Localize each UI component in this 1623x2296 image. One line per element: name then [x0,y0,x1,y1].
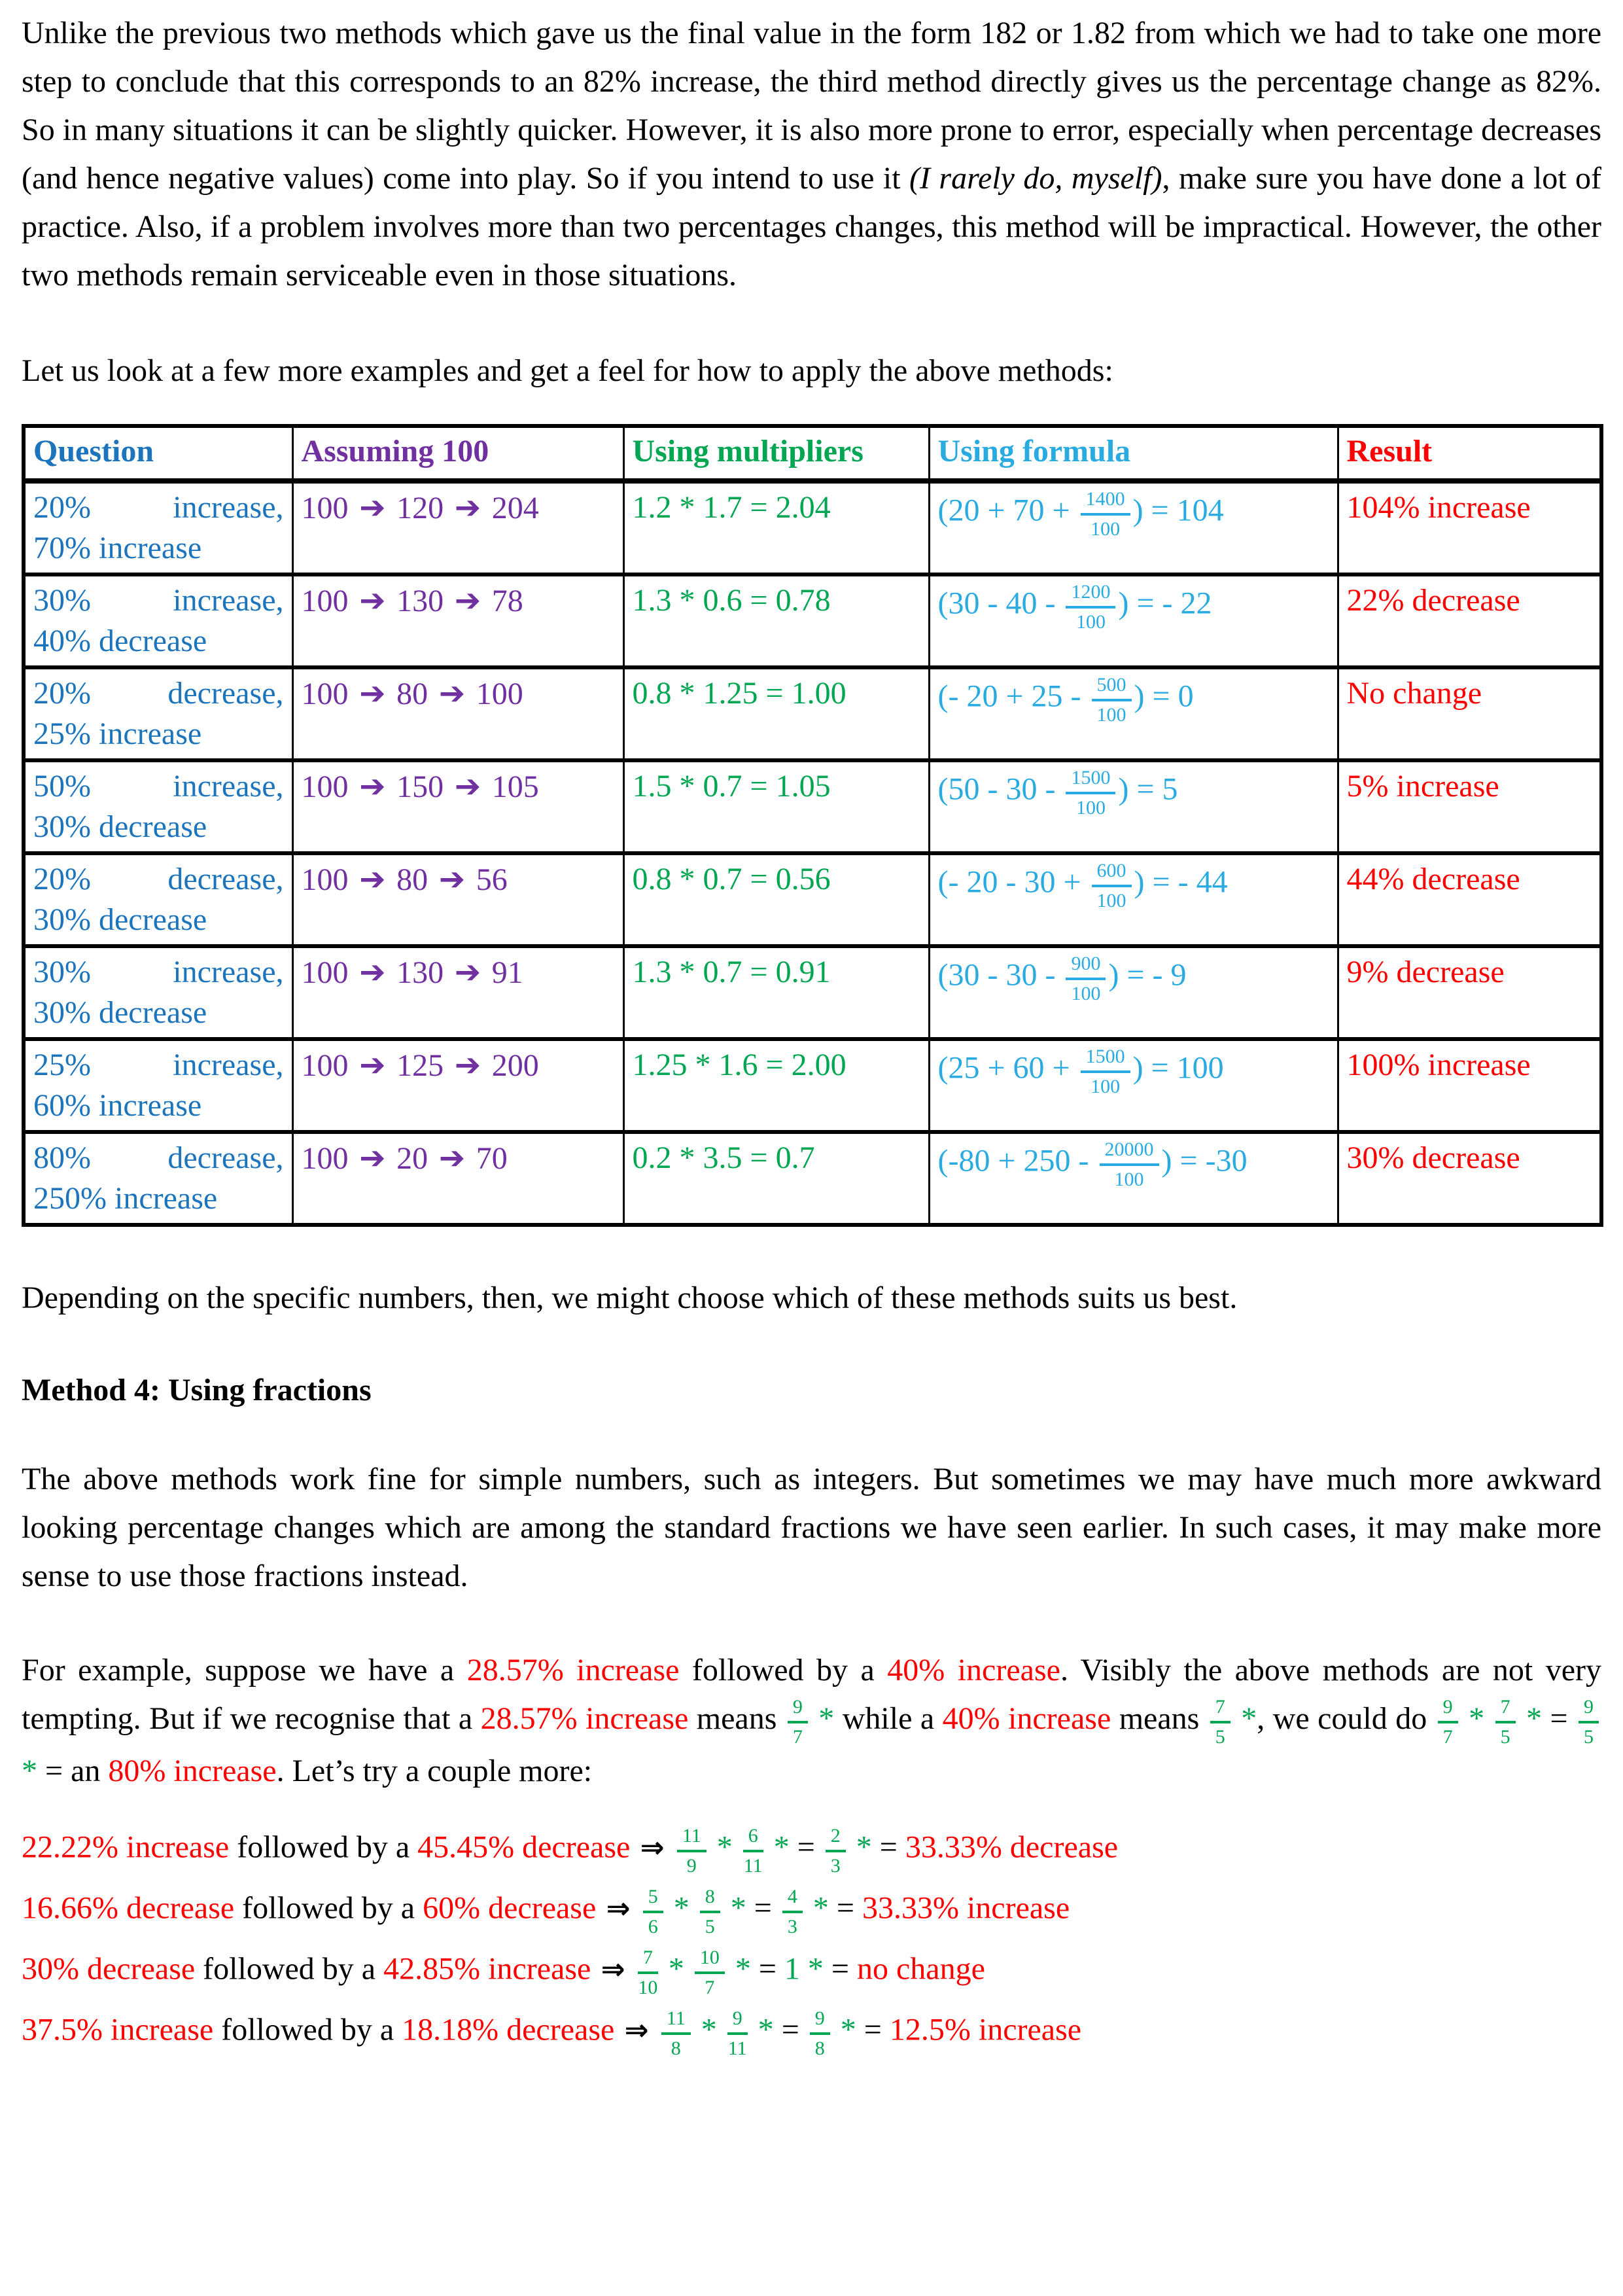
text-run: 60% decrease [423,1891,597,1926]
assuming-value: 100 [301,955,349,990]
fraction-denominator: 11 [743,1854,763,1877]
example-line-2 [22,1885,1601,1937]
example-line-4 [22,2007,1601,2058]
question-line2: 30% decrease [33,809,207,844]
fraction-denominator: 6 [648,1915,658,1937]
text-run: = [797,1830,823,1865]
step-arrow-icon: ➔ [348,954,397,991]
step-arrow-icon: ➔ [348,1140,397,1176]
fraction-denominator: 5 [1215,1725,1225,1748]
text-run: (I rarely do, myself) [909,161,1162,196]
fraction [1092,859,1132,911]
assuming-value: 100 [301,677,349,711]
assuming-cell [292,667,623,760]
fraction-numerator: 7 [638,1946,658,1974]
text-run: followed by a [195,1952,384,1987]
formula-cell [929,760,1338,853]
fraction-denominator: 3 [830,1854,841,1877]
text-run: * [660,1952,692,1987]
assuming-value: 91 [491,955,523,990]
result-cell: 22% decrease [1338,574,1601,667]
step-arrow-icon: ➔ [348,489,397,526]
formula-cell [929,1039,1338,1132]
text-run: 33.33% increase [862,1891,1070,1926]
text-run: * [848,1830,880,1865]
fraction-numerator: 9 [1438,1695,1458,1723]
fraction-numerator: 4 [782,1885,803,1913]
assuming-value: 80 [396,862,428,897]
question-line2: 30% decrease [33,995,207,1030]
text-run: * [832,2013,864,2047]
text-run: 28.57% increase [466,1653,680,1687]
text-run: 33.33% decrease [905,1830,1119,1865]
text-run: ) = 100 [1132,1050,1224,1086]
text-run: . Visibly the above methods are not very tempting. But if we recognise that a [22,1653,1602,1736]
step-arrow-icon: ➔ [428,861,476,898]
text-run: (25 + 60 + [937,1050,1078,1086]
column-header-multipliers: Using multipliers [623,426,929,481]
question-cell [24,853,292,946]
fraction-numerator: 7 [1210,1695,1230,1723]
text-run: followed by a [234,1891,423,1926]
fraction [677,1824,707,1876]
text-run: (30 - 40 - [937,586,1064,621]
text-run: followed by a [213,2013,402,2047]
text-run: = [781,2013,807,2047]
fraction-denominator: 100 [1075,610,1106,633]
fraction [1081,1045,1130,1097]
text-run: ) = -30 [1161,1143,1248,1178]
multipliers-cell: 1.3 * 0.6 = 0.78 [623,574,929,667]
question-line2: 30% decrease [33,902,207,937]
assuming-cell [292,481,623,574]
fraction-denominator: 100 [1091,1075,1121,1097]
assuming-cell [292,853,623,946]
column-header-question: Question [24,426,292,481]
intro-paragraph [22,9,1601,300]
fraction-numerator: 11 [677,1824,707,1852]
table-header-row [24,426,1601,481]
formula-cell [929,853,1338,946]
fraction-numerator: 7 [1495,1695,1516,1723]
text-run: , make sure you have done a lot of practice. Also, if a problem involves more than two percentages changes, this method will be impractical. However, the other two methods remain serviceable even in those situations. [22,161,1601,292]
text-run: (- 20 - 30 + [937,864,1089,900]
text-run: 28.57% increase [480,1701,689,1736]
fraction [826,1824,846,1876]
implies-arrow-icon: ⇒ [596,1892,640,1926]
assuming-value: 100 [301,491,349,525]
fraction [1100,1138,1159,1190]
formula-cell [929,1132,1338,1225]
fraction-denominator: 5 [1584,1725,1594,1748]
column-header-assuming: Assuming 100 [292,426,623,481]
fraction-denominator: 100 [1091,518,1121,540]
text-run: * [1232,1701,1257,1736]
fractions-example-paragraph [22,1646,1601,1795]
fraction-denominator: 8 [671,2037,681,2059]
result-cell: 9% decrease [1338,946,1601,1039]
step-arrow-icon: ➔ [428,1140,476,1176]
text-run: * [722,1891,754,1926]
fraction [1579,1695,1599,1747]
step-arrow-icon: ➔ [348,861,397,898]
text-run: 22.22% increase [22,1830,230,1865]
fraction-denominator: 100 [1071,982,1101,1004]
result-cell: 100% increase [1338,1039,1601,1132]
text-run: = [831,1952,857,1987]
text-run: ) = 5 [1118,771,1178,807]
examples-table [22,424,1603,1227]
multipliers-cell: 0.8 * 0.7 = 0.56 [623,853,929,946]
assuming-cell [292,760,623,853]
question-line2: 25% increase [33,716,202,751]
text-run: * [727,1952,759,1987]
question-line2: 250% increase [33,1181,218,1216]
text-run: 42.85% increase [383,1952,591,1987]
multipliers-cell: 1.3 * 0.7 = 0.91 [623,946,929,1039]
assuming-value: 200 [491,1048,539,1083]
text-run: . Let’s try a couple more: [276,1754,593,1789]
text-run: while a [842,1701,943,1736]
implies-arrow-icon: ⇒ [630,1831,674,1865]
text-run: 40% increase [942,1701,1111,1736]
text-run: no change [856,1952,985,1987]
question-word: 25% [33,1048,91,1082]
text-run: * [1518,1701,1550,1736]
question-cell [24,481,292,574]
question-word: 20% [33,490,91,525]
multipliers-cell: 1.5 * 0.7 = 1.05 [623,760,929,853]
result-cell: 104% increase [1338,481,1601,574]
text-run: 18.18% decrease [402,2013,615,2047]
fraction [1438,1695,1458,1747]
text-run: = [1550,1701,1577,1736]
assuming-cell [292,574,623,667]
text-run: Unlike the previous two methods which gave us the final value in the form 182 or 1.82 from which we had to take one more step to conclude that this corresponds to an 82% increase, the third method directly gives us the percentage change as 82%. So in many situations it can be slightly quicker. However, it is also more prone to error, especially when percentage decreases (and hence negative values) come into play. So if you intend to use it [22,16,1601,196]
text-run: * [799,1952,831,1987]
text-run: followed by a [679,1653,888,1687]
question-line2: 40% decrease [33,624,207,658]
text-run: * [665,1891,697,1926]
text-run: , we could do [1257,1701,1435,1736]
text-run: ) = - 22 [1118,586,1212,621]
text-run: * [708,1830,741,1865]
step-arrow-icon: ➔ [444,489,492,526]
step-arrow-icon: ➔ [444,582,492,619]
formula-cell [929,574,1338,667]
question-word: increase, [173,1048,284,1082]
text-run: 80% increase [108,1754,277,1789]
multipliers-cell: 1.2 * 1.7 = 2.04 [623,481,929,574]
question-line2: 60% increase [33,1088,202,1123]
text-run: = [879,1830,905,1865]
question-line2: 70% increase [33,531,202,565]
table-row [24,481,1601,574]
question-word: decrease, [167,1140,284,1175]
table-row [24,667,1601,760]
formula-cell [929,481,1338,574]
text-run: (-80 + 250 - [937,1143,1097,1178]
fraction-numerator: 1200 [1066,580,1115,609]
question-cell [24,574,292,667]
fraction [788,1695,808,1747]
text-run: 40% increase [887,1653,1060,1687]
assuming-value: 100 [301,1048,349,1083]
text-run: 37.5% increase [22,2013,214,2047]
fraction-numerator: 5 [643,1885,663,1913]
fraction-numerator: 9 [1579,1695,1599,1723]
fraction [643,1885,663,1937]
step-arrow-icon: ➔ [348,675,397,712]
fraction-numerator: 500 [1092,673,1132,701]
assuming-value: 100 [476,677,523,711]
assuming-cell [292,946,623,1039]
fraction-numerator: 1500 [1081,1045,1130,1073]
question-word: decrease, [167,676,284,711]
text-run: means [1111,1701,1208,1736]
text-run: means [688,1701,785,1736]
assuming-value: 70 [476,1141,508,1176]
assuming-value: 130 [396,584,444,618]
question-word: increase, [173,769,284,804]
fraction-denominator: 11 [727,2037,747,2059]
fraction [1066,580,1115,632]
implies-arrow-icon: ⇒ [614,2014,659,2047]
step-arrow-icon: ➔ [444,1047,492,1084]
fraction-denominator: 3 [787,1915,797,1937]
assuming-value: 150 [396,769,444,804]
question-cell [24,1039,292,1132]
fraction-denominator: 5 [1500,1725,1510,1748]
fraction-numerator: 2 [826,1824,846,1852]
text-run: 12.5% increase [889,2013,1082,2047]
fraction-numerator: 10 [695,1946,725,1974]
text-run: = [864,2013,890,2047]
question-word: 50% [33,769,91,804]
text-run: * [805,1891,837,1926]
fraction-denominator: 100 [1075,796,1106,819]
fraction [1495,1695,1516,1747]
fraction-numerator: 9 [727,2007,748,2035]
step-arrow-icon: ➔ [444,768,492,805]
assuming-value: 125 [396,1048,444,1083]
fraction-denominator: 100 [1096,889,1126,911]
text-run: ) = - 44 [1134,864,1228,900]
text-run: = [754,1891,780,1926]
column-header-result: Result [1338,426,1601,481]
fraction-denominator: 5 [705,1915,715,1937]
multipliers-cell: 1.25 * 1.6 = 2.00 [623,1039,929,1132]
example-line-1 [22,1824,1601,1876]
table-row [24,760,1601,853]
table-row [24,1039,1601,1132]
fraction [638,1946,658,1998]
text-run: (50 - 30 - [937,771,1064,807]
fraction-denominator: 9 [686,1854,697,1877]
column-header-formula: Using formula [929,426,1338,481]
table-row [24,946,1601,1039]
result-cell: 5% increase [1338,760,1601,853]
multipliers-cell: 0.8 * 1.25 = 1.00 [623,667,929,760]
table-row [24,574,1601,667]
question-word: 30% [33,583,91,618]
text-run: (30 - 30 - [937,957,1064,993]
text-run: * [22,1754,45,1789]
fraction [661,2007,691,2058]
text-run: 45.45% decrease [417,1830,631,1865]
fraction-denominator: 7 [705,1976,715,1998]
text-run: * [1460,1701,1493,1736]
question-word: 20% [33,676,91,711]
worked-examples [22,1824,1601,2058]
implies-arrow-icon: ⇒ [591,1953,635,1987]
text-run: followed by a [229,1830,418,1865]
result-cell: No change [1338,667,1601,760]
assuming-value: 105 [491,769,539,804]
question-word: decrease, [167,862,284,896]
formula-cell [929,946,1338,1039]
text-run: = [836,1891,862,1926]
assuming-value: 100 [301,862,349,897]
depending-paragraph: Depending on the specific numbers, then, we might choose which of these methods suits us best. [22,1280,1238,1315]
fraction [1210,1695,1230,1747]
question-cell [24,946,292,1039]
question-word: 80% [33,1140,91,1175]
fraction-denominator: 7 [1442,1725,1453,1748]
text-run: For example, suppose we have a [22,1653,467,1687]
table-row [24,1132,1601,1225]
text-run: (20 + 70 + [937,493,1078,528]
method4-heading: Method 4: Using fractions [22,1373,372,1407]
result-cell: 30% decrease [1338,1132,1601,1225]
fraction-denominator: 7 [792,1725,803,1748]
fraction-denominator: 100 [1096,703,1126,726]
fraction-numerator: 1500 [1066,766,1115,794]
fraction-numerator: 20000 [1100,1138,1159,1166]
table-row [24,853,1601,946]
step-arrow-icon: ➔ [348,582,397,619]
table-body [24,481,1601,1225]
assuming-value: 80 [396,677,428,711]
assuming-value: 20 [396,1141,428,1176]
examples-intro-line: Let us look at a few more examples and get a feel for how to apply the above methods: [22,353,1113,388]
fraction [727,2007,748,2058]
example-line-3 [22,1946,1601,1998]
text-run: (- 20 + 25 - [937,679,1089,714]
question-word: increase, [173,955,284,989]
fraction [700,1885,720,1937]
question-word: 30% [33,955,91,989]
fraction-denominator: 8 [814,2037,825,2059]
fraction-denominator: 10 [638,1976,658,1998]
multipliers-cell: 0.2 * 3.5 = 0.7 [623,1132,929,1225]
text-run: ) = 0 [1134,679,1194,714]
assuming-value: 130 [396,955,444,990]
fraction-numerator: 6 [743,1824,763,1852]
assuming-value: 120 [396,491,444,525]
formula-cell [929,667,1338,760]
fraction-denominator: 100 [1114,1168,1144,1190]
question-cell [24,667,292,760]
step-arrow-icon: ➔ [348,768,397,805]
text-run: * [750,2013,782,2047]
step-arrow-icon: ➔ [444,954,492,991]
fraction-numerator: 9 [788,1695,808,1723]
text-run: = [758,1952,784,1987]
fraction-numerator: 900 [1066,952,1106,980]
fraction [782,1885,803,1937]
text-run: 16.66% decrease [22,1891,235,1926]
text-run: 1 [784,1952,800,1987]
result-cell: 44% decrease [1338,853,1601,946]
method4-paragraph: The above methods work fine for simple numbers, such as integers. But sometimes we may have much more awkward looking percentage changes which are among the standard fractions we have seen earlier. In such cases, it may make more sense to use those fractions instead. [22,1462,1601,1593]
step-arrow-icon: ➔ [428,675,476,712]
fraction [1066,952,1106,1004]
fraction-numerator: 8 [700,1885,720,1913]
question-word: increase, [173,583,284,618]
fraction-numerator: 600 [1092,859,1132,887]
assuming-value: 100 [301,769,349,804]
assuming-value: 78 [491,584,523,618]
fraction-numerator: 9 [810,2007,830,2035]
fraction-numerator: 11 [661,2007,691,2035]
question-cell [24,1132,292,1225]
assuming-cell [292,1132,623,1225]
text-run: ) = 104 [1132,493,1224,528]
fraction [1066,766,1115,818]
question-word: increase, [173,490,284,525]
question-cell [24,760,292,853]
assuming-value: 204 [491,491,539,525]
fraction [695,1946,725,1998]
fraction [1092,673,1132,725]
text-run: * [693,2013,725,2047]
assuming-cell [292,1039,623,1132]
step-arrow-icon: ➔ [348,1047,397,1084]
fraction-numerator: 1400 [1081,487,1130,516]
fraction [743,1824,763,1876]
text-run: 30% decrease [22,1952,196,1987]
text-run: ) = - 9 [1108,957,1187,993]
text-run: * [810,1701,843,1736]
text-run: * [765,1830,797,1865]
question-word: 20% [33,862,91,896]
assuming-value: 56 [476,862,508,897]
fraction [1081,487,1130,539]
text-run: = an [45,1754,109,1789]
fraction [810,2007,830,2058]
assuming-value: 100 [301,584,349,618]
assuming-value: 100 [301,1141,349,1176]
